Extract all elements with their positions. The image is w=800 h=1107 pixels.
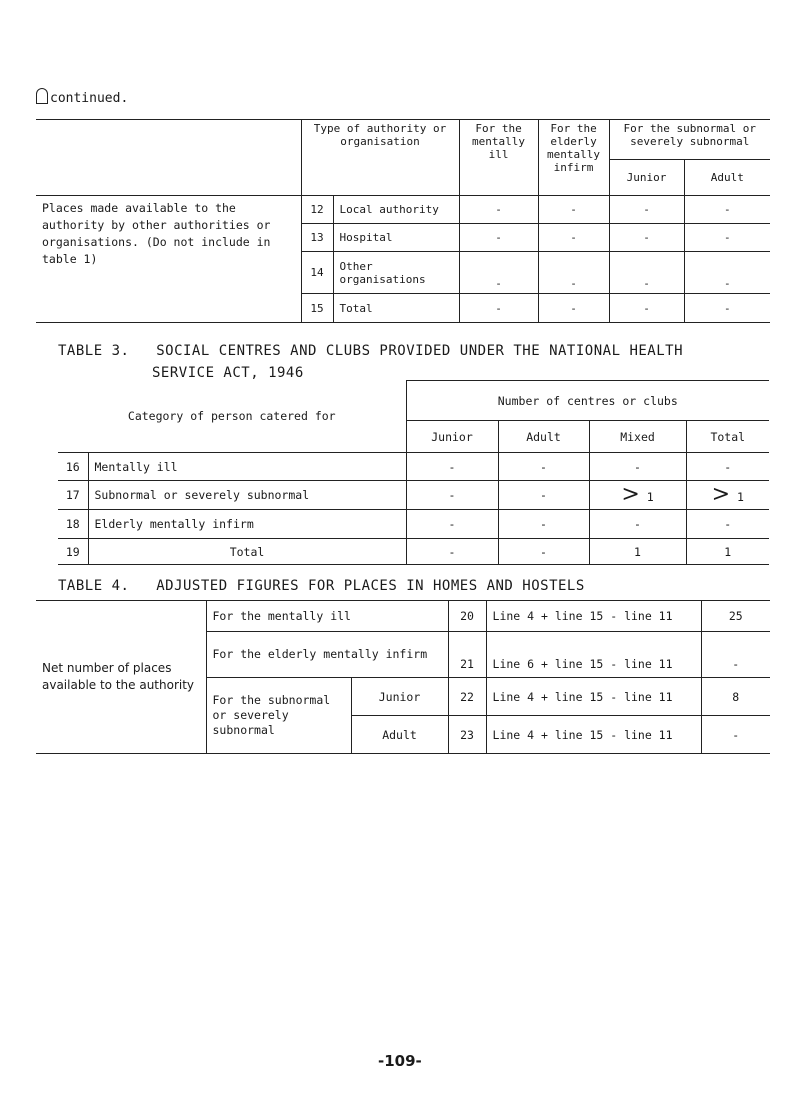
mixed-value (589, 481, 686, 510)
elderly-value: - (538, 224, 609, 252)
row-number: 22 (448, 678, 486, 716)
places-by-other-authorities-table (36, 119, 770, 323)
elderly-value: - (538, 252, 609, 294)
row-label: Elderly mentally infirm (88, 510, 406, 539)
bracket-mark-icon (36, 88, 48, 104)
right-brace-icon: > (711, 482, 731, 507)
mixed-value: - (589, 510, 686, 539)
group-label: Places made available to the authority by other authorities or organisations. (Do not include in table 1) (36, 196, 301, 323)
junior-value: - (609, 252, 684, 294)
net-places-label: Net number of places available to the authority (36, 601, 206, 754)
row-label: Subnormal or severely subnormal (88, 481, 406, 510)
mixed-header: Mixed (589, 421, 686, 453)
table4-adjusted-figures (36, 600, 770, 754)
row-number: 15 (301, 294, 333, 323)
elderly-header: For the elderly mentally infirm (538, 120, 609, 196)
row-number: 12 (301, 196, 333, 224)
total-value: - (686, 453, 769, 481)
row-label: Other organisations (333, 252, 459, 294)
mentally-ill-header: For the mentally ill (459, 120, 538, 196)
row-number: 18 (58, 510, 88, 539)
row-number: 16 (58, 453, 88, 481)
row-number: 21 (448, 632, 486, 678)
elderly-value: - (538, 196, 609, 224)
row-number: 19 (58, 539, 88, 565)
value: 8 (701, 678, 770, 716)
subnormal-header: For the subnormal or severely subnormal (609, 120, 770, 160)
mentally-ill-value: - (459, 196, 538, 224)
junior-header: Junior (406, 421, 498, 453)
right-brace-icon: > (621, 482, 640, 507)
junior-value: - (406, 481, 498, 510)
row-label: For the elderly mentally infirm (206, 632, 448, 678)
formula: Line 4 + line 15 - line 11 (486, 716, 701, 754)
formula: Line 6 + line 15 - line 11 (486, 632, 701, 678)
adult-value: - (684, 224, 770, 252)
adult-value: - (498, 481, 589, 510)
mentally-ill-value: - (459, 224, 538, 252)
mixed-value: - (589, 453, 686, 481)
junior-value: - (609, 196, 684, 224)
junior-value: - (609, 294, 684, 323)
formula: Line 4 + line 15 - line 11 (486, 601, 701, 632)
junior-header: Junior (609, 160, 684, 196)
adult-header: Adult (684, 160, 770, 196)
total-value (686, 481, 769, 510)
number-of-centres-header: Number of centres or clubs (406, 381, 769, 421)
row-label: Local authority (333, 196, 459, 224)
adult-value: - (498, 453, 589, 481)
junior-value: - (406, 539, 498, 565)
row-label: Mentally ill (88, 453, 406, 481)
type-of-authority-header: Type of authority or organisation (301, 120, 459, 196)
mentally-ill-value: - (459, 294, 538, 323)
junior-value: - (406, 453, 498, 481)
adult-header: Adult (498, 421, 589, 453)
row-label: For the mentally ill (206, 601, 448, 632)
adult-value: - (684, 294, 770, 323)
row-label: Total (333, 294, 459, 323)
junior-value: - (609, 224, 684, 252)
adult-value: - (498, 539, 589, 565)
total-value: - (686, 510, 769, 539)
subnormal-label: For the subnormal or severely subnormal (206, 678, 351, 754)
row-number: 14 (301, 252, 333, 294)
category-header: Category of person catered for (58, 381, 406, 453)
value: - (701, 716, 770, 754)
row-label: Hospital (333, 224, 459, 252)
adult-value: - (684, 252, 770, 294)
total-value-text: 1 (736, 490, 744, 504)
row-number: 13 (301, 224, 333, 252)
value: 25 (701, 601, 770, 632)
row-label: Junior (351, 678, 448, 716)
junior-value: - (406, 510, 498, 539)
continued-label: continued. (36, 88, 128, 106)
formula: Line 4 + line 15 - line 11 (486, 678, 701, 716)
adult-value: - (684, 196, 770, 224)
row-number: 20 (448, 601, 486, 632)
row-label: Adult (351, 716, 448, 754)
adult-value: - (498, 510, 589, 539)
row-number: 23 (448, 716, 486, 754)
row-number: 17 (58, 481, 88, 510)
row-label: Total (88, 539, 406, 565)
mixed-value-text: 1 (646, 490, 654, 504)
total-header: Total (686, 421, 769, 453)
table3-social-centres (58, 380, 769, 565)
total-value: 1 (686, 539, 769, 565)
table3-title-line2: SERVICE ACT, 1946 (152, 365, 304, 381)
mentally-ill-value: - (459, 252, 538, 294)
value: - (701, 632, 770, 678)
table3-title-line1: TABLE 3. SOCIAL CENTRES AND CLUBS PROVIDED UNDER THE NATIONAL HEALTH (58, 343, 684, 359)
page-number: -109- (378, 1052, 422, 1070)
elderly-value: - (538, 294, 609, 323)
table4-title: TABLE 4. ADJUSTED FIGURES FOR PLACES IN HOMES AND HOSTELS (58, 578, 585, 594)
blank-header-cell (36, 120, 301, 196)
mixed-value: 1 (589, 539, 686, 565)
